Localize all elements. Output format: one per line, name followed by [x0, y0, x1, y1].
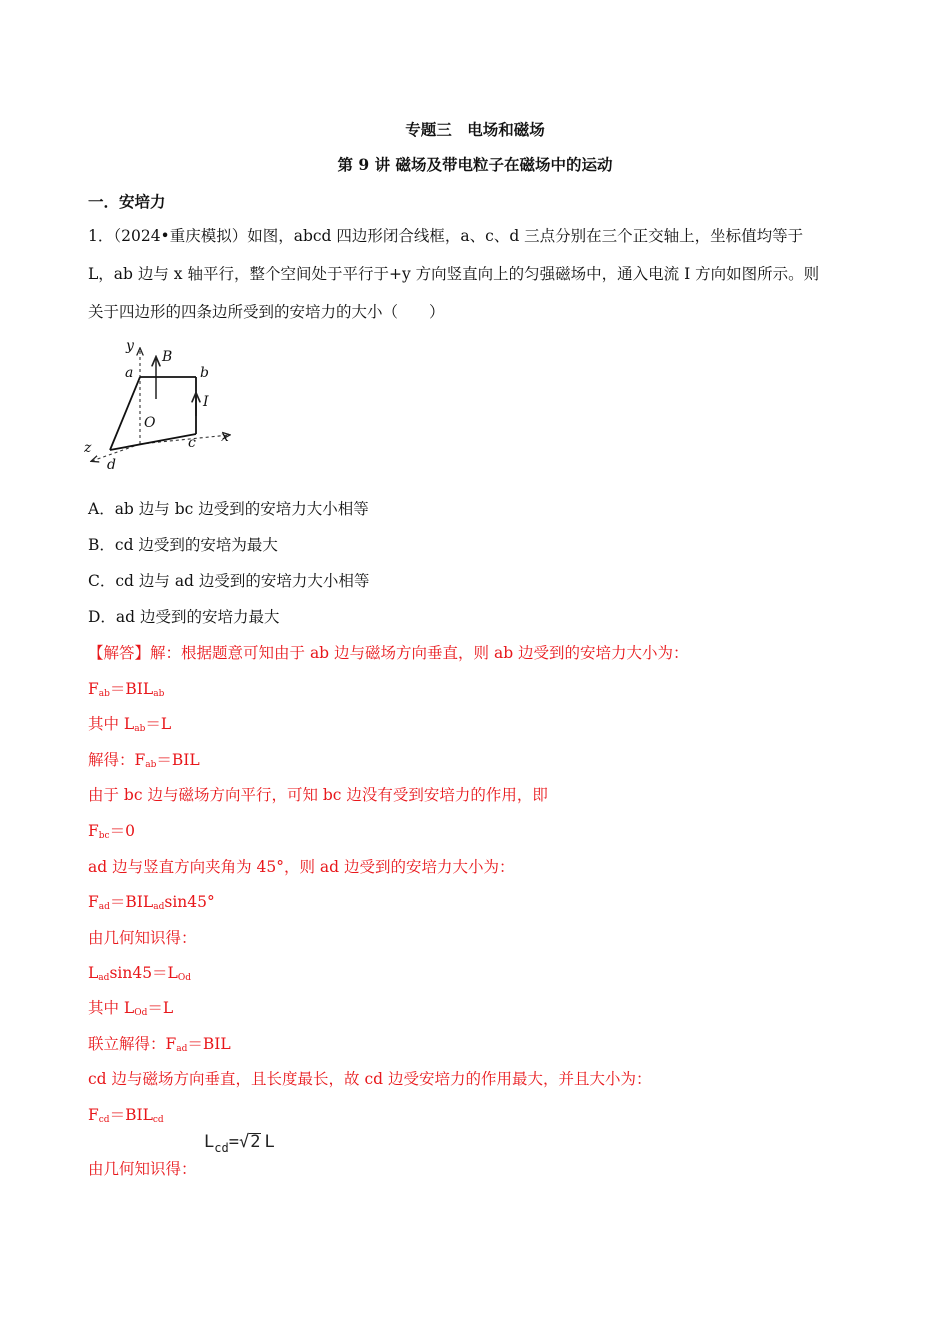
- label-b: b: [200, 365, 209, 381]
- label-O: O: [144, 415, 156, 431]
- edge-da: [110, 377, 140, 450]
- lecture-subtitle: 第 9 讲 磁场及带电粒子在磁场中的运动: [337, 155, 613, 174]
- option-a: A．ab 边与 bc 边受到的安培力大小相等: [88, 500, 369, 518]
- label-B: B: [162, 349, 173, 365]
- label-I: I: [203, 394, 209, 410]
- formula-f-ad-result: 联立解得：$F_{ad}=BIL$: [88, 1035, 231, 1054]
- formula-f-bc: $F_{bc}=0$: [88, 822, 135, 841]
- question-line-3: 关于四边形的四条边所受到的安培力的大小（ ）: [88, 303, 445, 321]
- formula-f-cd: $F_{cd}=BIL_{cd}$: [88, 1106, 164, 1125]
- section-heading: 一．安培力: [88, 192, 166, 211]
- edge-cd: [110, 434, 196, 450]
- answer-cd-text: cd 边与磁场方向垂直，且长度最长，故 cd 边受安培力的作用最大，并且大小为：: [88, 1070, 652, 1088]
- label-c: c: [188, 435, 196, 451]
- formula-f-ab-result: 解得：$F_{ab}=BIL$: [88, 751, 200, 770]
- label-z: z: [84, 440, 92, 456]
- answer-bc-text: 由于 bc 边与磁场方向平行，可知 bc 边没有受到安培力的作用，即: [88, 786, 548, 804]
- formula-image-l-cd: $L_{cd}=√2$ L: [204, 1132, 275, 1155]
- answer-ad-text: ad 边与竖直方向夹角为 45°，则 ad 边受到的安培力大小为：: [88, 858, 515, 876]
- question-line-2: L，ab 边与 x 轴平行，整个空间处于平行于+y 方向竖直向上的匀强磁场中，通入电流 I 方向如图所示。则: [88, 265, 820, 283]
- answer-intro: 【解答】解：根据题意可知由于 ab 边与磁场方向垂直，则 ab 边受到的安培力大小为：: [88, 644, 689, 662]
- label-x: x: [221, 429, 229, 445]
- label-a: a: [125, 365, 134, 381]
- formula-f-ab: $F_{ab}=BIL_{ab}$: [88, 680, 165, 699]
- question-line-1: 1．（2024•重庆模拟）如图，abcd 四边形闭合线框，a、c、d 三点分别在三个正交轴上，坐标值均等于: [88, 227, 804, 245]
- document-title: 专题三 电场和磁场: [405, 120, 545, 139]
- option-d: D．ad 边受到的安培力最大: [88, 608, 280, 626]
- wire-frame-figure: [84, 336, 244, 476]
- answer-geometry-1: 由几何知识得：: [88, 929, 197, 947]
- answer-geometry-2: 由几何知识得：: [88, 1160, 197, 1178]
- option-c: C．cd 边与 ad 边受到的安培力大小相等: [88, 572, 370, 590]
- answer-tag: 【解答】: [88, 644, 151, 662]
- formula-l-ad: $L_{ad}\sin 45=L_{Od}$: [88, 964, 191, 983]
- option-b: B．cd 边受到的安培为最大: [88, 536, 278, 554]
- label-d: d: [107, 457, 116, 473]
- formula-f-ad: $F_{ad}=BIL_{ad}\sin 45^\circ$: [88, 893, 215, 912]
- label-y: y: [126, 338, 134, 354]
- formula-l-od: 其中 $L_{Od}=L$: [88, 999, 174, 1018]
- formula-l-ab: 其中 $L_{ab}=L$: [88, 715, 172, 734]
